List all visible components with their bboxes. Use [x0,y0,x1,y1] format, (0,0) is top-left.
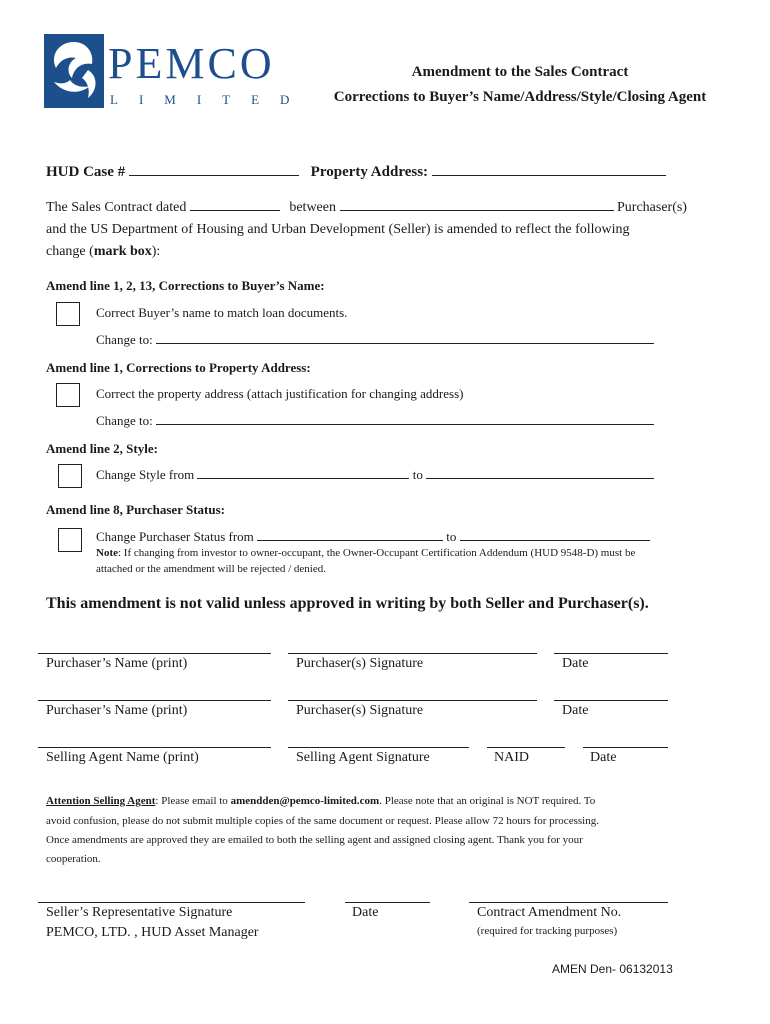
contract-line-1 [46,200,687,216]
amendment-number-line[interactable] [469,902,668,903]
purchaser-signature-line-1[interactable] [288,653,537,654]
change-style-row [96,467,654,483]
contract-line-3 [46,244,160,260]
checkbox-buyer-name[interactable] [56,302,80,326]
attention-text-1: : Please email to [155,795,231,807]
purchaser-name-line-2[interactable] [38,700,271,701]
agent-name-label: Selling Agent Name (print) [46,750,199,765]
form-subtitle: Corrections to Buyer’s Name/Address/Style/Closing Agent [333,89,707,105]
change-status-row [96,529,650,545]
contract-date-field[interactable] [190,210,280,211]
change-to-label: Change to: [96,332,153,347]
note-line-2: attached or the amendment will be rejected / denied. [96,563,326,575]
change-to-label: Change to: [96,413,153,428]
contract-line-2: and the US Department of Housing and Urban Development (Seller) is amended to reflect the following [46,222,630,237]
hud-case-label: HUD Case # [46,164,126,180]
seller-rep-signature-line[interactable] [38,902,305,903]
amendment-number-label: Contract Amendment No. [477,905,622,920]
change-to-row-1 [96,332,654,348]
status-to-field[interactable] [460,540,650,541]
purchaser-signature-label-1: Purchaser(s) Signature [296,656,424,671]
naid-label: NAID [494,750,529,765]
tracking-note: (required for tracking purposes) [477,925,618,937]
to-label: to [446,529,457,544]
pemco-logo-icon [44,34,104,108]
between-label: between [289,200,336,215]
purchaser-name-label-2: Purchaser’s Name (print) [46,703,188,718]
form-title: Amendment to the Sales Contract [411,64,629,80]
section-heading-property-address: Amend line 1, Corrections to Property Address: [46,360,311,375]
note-text-1: : If changing from investor to owner-occupant, the Owner-Occupant Certification Addendum (HUD 9548-D) must be [118,547,636,559]
purchaser-signature-line-2[interactable] [288,700,537,701]
date-label-3: Date [590,750,617,765]
hud-case-row [46,164,666,181]
agent-name-line[interactable] [38,747,271,748]
purchaser-name-label-1: Purchaser’s Name (print) [46,656,188,671]
date-label-2: Date [562,703,589,718]
change-style-label: Change Style from [96,467,195,482]
date-label-1: Date [562,656,589,671]
item-property-address: Correct the property address (attach justification for changing address) [96,386,464,401]
agent-signature-label: Selling Agent Signature [296,750,430,765]
seller-date-line[interactable] [345,902,430,903]
date-line-2[interactable] [554,700,668,701]
property-address-field[interactable] [432,175,666,176]
logo-wordmark: PEMCO [108,39,275,88]
checkbox-property-address[interactable] [56,383,80,407]
date-line-1[interactable] [554,653,668,654]
section-heading-purchaser-status: Amend line 8, Purchaser Status: [46,502,225,517]
naid-line[interactable] [487,747,565,748]
purchaser-name-line-1[interactable] [38,653,271,654]
section-heading-buyer-name: Amend line 1, 2, 13, Corrections to Buyer’s Name: [46,278,325,293]
attention-text-2: . Please note that an original is NOT required. To [379,795,596,807]
logo-subtitle: LIMITED [110,92,311,107]
checkbox-style[interactable] [58,464,82,488]
style-to-field[interactable] [426,478,654,479]
purchasers-label: Purchaser(s) [617,200,687,215]
seller-date-label: Date [352,905,379,920]
seller-rep-label: Seller’s Representative Signature [46,905,233,920]
form-id: AMEN Den- 06132013 [552,962,673,976]
status-from-field[interactable] [257,540,443,541]
section-heading-style: Amend line 2, Style: [46,441,158,456]
attention-label: Attention Selling Agent [46,795,156,807]
property-address-label: Property Address: [310,164,429,180]
pemco-label: PEMCO, LTD. , HUD Asset Manager [46,925,259,940]
purchaser-signature-label-2: Purchaser(s) Signature [296,703,424,718]
item-buyer-name: Correct Buyer’s name to match loan documents. [96,305,348,320]
property-address-change-field[interactable] [156,424,654,425]
agent-signature-line[interactable] [288,747,469,748]
to-label: to [412,467,423,482]
attention-line-4: cooperation. [46,853,101,865]
contract-line-3-post: ): [151,244,161,259]
note-line-1 [96,547,635,559]
note-label: Note [96,547,118,559]
change-status-label: Change Purchaser Status from [96,529,254,544]
email-link[interactable]: amendden@pemco-limited.com [230,795,380,807]
validity-statement: This amendment is not valid unless approved in writing by both Seller and Purchaser(s). [46,595,649,612]
contract-dated-label: The Sales Contract dated [46,200,187,215]
change-to-row-2 [96,413,654,429]
checkbox-purchaser-status[interactable] [58,528,82,552]
date-line-3[interactable] [583,747,668,748]
style-from-field[interactable] [197,478,409,479]
attention-line-1 [46,795,595,807]
buyer-name-change-field[interactable] [156,343,654,344]
attention-line-3: Once amendments are approved they are emailed to both the selling agent and assigned closing agent. Thank you for your [46,834,583,846]
attention-line-2: avoid confusion, please do not submit multiple copies of the same document or request. Please allow 72 hours for processing. [46,815,599,827]
purchaser-field[interactable] [340,210,614,211]
hud-case-field[interactable] [129,175,299,176]
contract-line-3-pre: change ( [46,244,94,259]
mark-box-text: mark box [93,244,152,259]
